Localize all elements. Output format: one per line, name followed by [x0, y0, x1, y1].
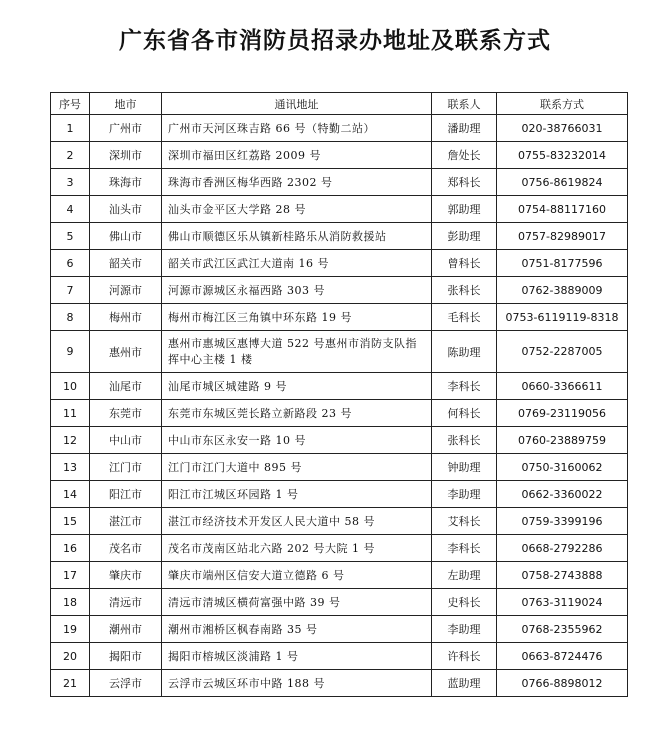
row-phone: 0662-3360022: [497, 481, 628, 508]
table-row: [51, 589, 628, 616]
row-address: 河源市源城区永福西路 303 号: [162, 277, 432, 304]
row-phone: 0768-2355962: [497, 616, 628, 643]
row-index: 13: [51, 454, 90, 481]
row-contact: 许科长: [432, 643, 497, 670]
row-contact: 陈助理: [432, 331, 497, 373]
row-city: 揭阳市: [90, 643, 162, 670]
row-city: 惠州市: [90, 331, 162, 373]
row-contact: 钟助理: [432, 454, 497, 481]
table-header-row: [51, 93, 628, 115]
row-contact: 毛科长: [432, 304, 497, 331]
row-city: 茂名市: [90, 535, 162, 562]
row-index: 11: [51, 400, 90, 427]
table-row: [51, 223, 628, 250]
row-phone: 0763-3119024: [497, 589, 628, 616]
row-phone: 0757-82989017: [497, 223, 628, 250]
row-city: 云浮市: [90, 670, 162, 697]
header-index: 序号: [51, 93, 90, 115]
table-row: [51, 304, 628, 331]
row-city: 东莞市: [90, 400, 162, 427]
row-contact: 郭助理: [432, 196, 497, 223]
row-index: 1: [51, 115, 90, 142]
row-address: 东莞市东城区莞长路立新路段 23 号: [162, 400, 432, 427]
row-address: 珠海市香洲区梅华西路 2302 号: [162, 169, 432, 196]
row-address: 江门市江门大道中 895 号: [162, 454, 432, 481]
table-row: [51, 250, 628, 277]
row-address: 佛山市顺德区乐从镇新桂路乐从消防救援站: [162, 223, 432, 250]
row-index: 10: [51, 373, 90, 400]
row-phone: 0754-88117160: [497, 196, 628, 223]
row-address: 云浮市云城区环市中路 188 号: [162, 670, 432, 697]
row-index: 2: [51, 142, 90, 169]
row-address: 深圳市福田区红荔路 2009 号: [162, 142, 432, 169]
table-row: [51, 142, 628, 169]
header-city: 地市: [90, 93, 162, 115]
table-row: [51, 535, 628, 562]
table-row: [51, 508, 628, 535]
table-row: [51, 643, 628, 670]
row-city: 汕头市: [90, 196, 162, 223]
row-index: 17: [51, 562, 90, 589]
table-body: [51, 115, 628, 697]
header-address: 通讯地址: [162, 93, 432, 115]
page-title: 广东省各市消防员招录办地址及联系方式: [119, 28, 551, 54]
row-index: 3: [51, 169, 90, 196]
row-index: 19: [51, 616, 90, 643]
table-row: [51, 373, 628, 400]
row-index: 18: [51, 589, 90, 616]
table-row: [51, 670, 628, 697]
row-phone: 0751-8177596: [497, 250, 628, 277]
row-index: 14: [51, 481, 90, 508]
row-phone: 020-38766031: [497, 115, 628, 142]
table-row: [51, 616, 628, 643]
row-address: 梅州市梅江区三角镇中环东路 19 号: [162, 304, 432, 331]
row-address: 广州市天河区珠吉路 66 号（特勤二站）: [162, 115, 432, 142]
row-address: 肇庆市端州区信安大道立德路 6 号: [162, 562, 432, 589]
row-contact: 曾科长: [432, 250, 497, 277]
row-contact: 张科长: [432, 427, 497, 454]
row-contact: 潘助理: [432, 115, 497, 142]
row-contact: 詹处长: [432, 142, 497, 169]
row-phone: 0759-3399196: [497, 508, 628, 535]
row-phone: 0756-8619824: [497, 169, 628, 196]
header-contact: 联系人: [432, 93, 497, 115]
row-contact: 李助理: [432, 481, 497, 508]
row-phone: 0755-83232014: [497, 142, 628, 169]
row-city: 佛山市: [90, 223, 162, 250]
table-row: [51, 562, 628, 589]
row-city: 韶关市: [90, 250, 162, 277]
row-city: 潮州市: [90, 616, 162, 643]
row-address: 汕尾市城区城建路 9 号: [162, 373, 432, 400]
row-address: 惠州市惠城区惠博大道 522 号惠州市消防支队指挥中心主楼 1 楼: [162, 331, 432, 373]
table-row: [51, 427, 628, 454]
table-row: [51, 400, 628, 427]
row-phone: 0760-23889759: [497, 427, 628, 454]
row-contact: 左助理: [432, 562, 497, 589]
row-city: 梅州市: [90, 304, 162, 331]
table-row: [51, 169, 628, 196]
row-city: 湛江市: [90, 508, 162, 535]
row-address: 湛江市经济技术开发区人民大道中 58 号: [162, 508, 432, 535]
row-index: 16: [51, 535, 90, 562]
row-contact: 艾科长: [432, 508, 497, 535]
row-contact: 张科长: [432, 277, 497, 304]
row-phone: 0660-3366611: [497, 373, 628, 400]
row-city: 珠海市: [90, 169, 162, 196]
row-address: 阳江市江城区环园路 1 号: [162, 481, 432, 508]
row-city: 江门市: [90, 454, 162, 481]
row-contact: 何科长: [432, 400, 497, 427]
row-index: 12: [51, 427, 90, 454]
row-phone: 0758-2743888: [497, 562, 628, 589]
row-city: 清远市: [90, 589, 162, 616]
row-contact: 郑科长: [432, 169, 497, 196]
row-phone: 0762-3889009: [497, 277, 628, 304]
row-contact: 史科长: [432, 589, 497, 616]
row-phone: 0750-3160062: [497, 454, 628, 481]
row-index: 15: [51, 508, 90, 535]
row-index: 5: [51, 223, 90, 250]
row-index: 6: [51, 250, 90, 277]
row-city: 中山市: [90, 427, 162, 454]
row-address: 清远市清城区横荷富强中路 39 号: [162, 589, 432, 616]
row-index: 8: [51, 304, 90, 331]
table-row: [51, 331, 628, 373]
row-address: 韶关市武江区武江大道南 16 号: [162, 250, 432, 277]
row-phone: 0663-8724476: [497, 643, 628, 670]
row-address: 中山市东区永安一路 10 号: [162, 427, 432, 454]
row-phone: 0769-23119056: [497, 400, 628, 427]
row-index: 7: [51, 277, 90, 304]
table-row: [51, 481, 628, 508]
row-address: 潮州市湘桥区枫春南路 35 号: [162, 616, 432, 643]
header-phone: 联系方式: [497, 93, 628, 115]
row-index: 4: [51, 196, 90, 223]
row-contact: 李科长: [432, 535, 497, 562]
row-index: 20: [51, 643, 90, 670]
row-contact: 李科长: [432, 373, 497, 400]
table-row: [51, 115, 628, 142]
row-city: 阳江市: [90, 481, 162, 508]
row-city: 肇庆市: [90, 562, 162, 589]
row-contact: 李助理: [432, 616, 497, 643]
row-phone: 0752-2287005: [497, 331, 628, 373]
row-city: 河源市: [90, 277, 162, 304]
row-address: 汕头市金平区大学路 28 号: [162, 196, 432, 223]
contacts-table: [50, 92, 628, 697]
row-index: 9: [51, 331, 90, 373]
row-phone: 0766-8898012: [497, 670, 628, 697]
table-row: [51, 196, 628, 223]
table-row: [51, 454, 628, 481]
table-row: [51, 277, 628, 304]
row-phone: 0753-6119119-8318: [497, 304, 628, 331]
row-contact: 蓝助理: [432, 670, 497, 697]
row-city: 广州市: [90, 115, 162, 142]
row-contact: 彭助理: [432, 223, 497, 250]
row-address: 揭阳市榕城区淡浦路 1 号: [162, 643, 432, 670]
row-phone: 0668-2792286: [497, 535, 628, 562]
row-address: 茂名市茂南区站北六路 202 号大院 1 号: [162, 535, 432, 562]
row-city: 深圳市: [90, 142, 162, 169]
row-index: 21: [51, 670, 90, 697]
row-city: 汕尾市: [90, 373, 162, 400]
